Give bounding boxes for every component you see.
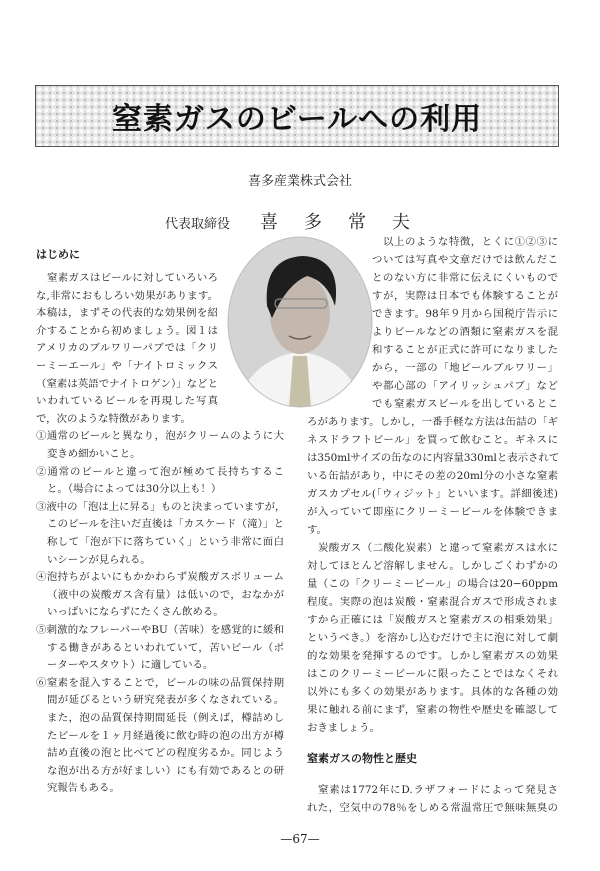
text-line: 炭酸ガス（二酸化炭素）と違って窒素ガスは水に [318,542,558,554]
text-line: 間が延びるという研究発表が多くなされている。 [47,694,284,707]
text-line: よりビールなどの酒類に窒素ガスを混 [372,326,558,338]
text-line: ②通常のビールと違って泡が極めて長持ちするこ [36,465,284,478]
text-line: このビールを注いだ直後は「カスケード（滝）」と [47,518,284,531]
title-banner [35,85,559,147]
text-line: 程度。実際の泡は炭酸・窒素混合ガスで形成されま [307,596,558,608]
text-line: おきましょう。 [307,722,380,734]
text-line: ③液中の「泡は上に昇る」ものと決まっていますが， [36,500,286,513]
text-line: が入っていて即座にクリーミービールを体験できま [307,506,558,518]
author-role: 代表取締役 [165,217,231,232]
text-line: れた，空気中の78％をしめる常温常圧で無味無臭の [307,802,558,814]
text-line: いシーンが見られる。 [47,553,151,566]
text-line: ーミーエール」や「ナイトロミックス [36,360,218,372]
text-line: アメリカのブルワリーパブでは「クリ [36,342,218,355]
text-line: すから正確には「炭酸ガスと窒素ガスの相乗効果」 [307,614,558,626]
text-line: ネスドラフトビール」を買って飲むこと。ギネスに [307,434,558,446]
text-line: ついては写真や文章だけでは飲んだこ [372,254,558,266]
text-line: で，次のような特徴があります。 [36,412,191,425]
text-line: 的な効果を発揮するのです。しかし窒素ガスの効果 [307,650,558,662]
text-line: （窒素は英語でナイトロゲン）」などと [36,377,218,390]
text-line: な,非常におもしろい効果があります。 [36,289,218,302]
section-heading-properties: 窒素ガスの物性と歴史 [307,752,417,765]
text-line: ④泡持ちがよいにもかかわらず炭酸ガスボリューム [36,571,284,584]
text-line: す。 [307,524,327,536]
author-line [165,208,436,234]
text-line: ⑤刺激的なフレーバーやBU（苦味）を感覚的に緩和 [36,624,284,636]
text-line: する働きがあるといわれていて，苦いビール（ポ [47,641,284,654]
text-line: はこのクリーミービールに限ったことではなくそれ [307,668,558,680]
text-line: たビールを１ヶ月経過後に飲む時の泡の出方が樽 [47,729,284,742]
text-line: とのない方に非常に伝えにくいもので [372,272,558,284]
text-line: 果に触れる前にまず，窒素の物性や歴史を確認して [307,704,558,716]
text-line: また，泡の品質保持期間延長（例えば，樽詰めし [47,712,284,724]
text-line: 対してほとんど溶解しません。しかしごくわずかの [307,560,558,572]
text-line: 窒素ガスはビールに対していろいろ [47,272,218,284]
text-line: 本稿は，まずその代表的な効果例を紹 [36,307,218,320]
text-line: ⑥窒素を混入することで，ビールの味の品質保持期 [36,676,284,689]
text-line: いっぱいにならずにたくさん飲める。 [47,606,224,619]
text-line: ガスカプセル(「ウィジット」といいます。詳細後述) [307,488,558,500]
text-line: と。（場合によっては30分以上も！） [47,483,222,496]
text-line: 和することが正式に許可になりました [372,344,558,356]
section-heading-intro: はじめに [36,248,80,261]
text-line: できます。98年９月から国税庁告示に [372,308,558,320]
text-line: でも窒素ガスビールを出しているとこ [372,398,558,410]
text-line: すが，実際は日本でも体験することが [372,290,558,302]
text-line: や都心部の「アイリッシュパブ」など [372,380,558,392]
text-line: というべき。）を溶かし込むだけで主に泡に対して劇 [307,632,558,644]
text-line: 詰め直後の泡と比べてどの程度劣るか。同じよう [47,747,284,760]
text-line: 量（この「クリーミービール」の場合は20−60ppm [307,578,558,590]
text-line: な泡が出る方が好ましい）にも有効であるとの研 [47,764,284,777]
company-name: 喜多産業株式会社 [247,174,352,189]
article-title: 窒素ガスのビールへの利用 [111,102,483,137]
text-line: 称して「泡が下に落ちていく」という非常に面白 [47,536,284,548]
text-line: 窒素は1772年にD.ラザフォードによって発見さ [318,784,558,796]
author-portrait-photo [227,236,373,408]
text-line: ①通常のビールと異なり，泡がクリームのように大 [36,430,284,443]
text-line: （液中の炭酸ガス含有量）は低いので，おなかが [47,588,284,601]
text-line: 以上のような特徴，とくに①②③に [383,236,558,248]
text-line: 究報告もある。 [47,782,120,795]
text-line: 介することから初めましょう。図１は [36,324,218,337]
page-number: —67— [280,832,320,846]
text-line: は350mlサイズの缶なのに内容量330mlと表示されて [307,452,560,464]
text-line: から，一部の「地ビールブルワリー」 [372,362,558,374]
text-line: いる缶詰があり，中にその差の20ml分の小さな窒素 [307,470,558,482]
text-line: ーターやスタウト）に適している。 [47,659,214,672]
text-line: 変きめ細かいこと。 [47,448,141,460]
text-line: 以外にも多くの効果があります。具体的な各種の効 [307,686,558,698]
text-line: ろがあります。しかし，一番手軽な方法は缶詰の「ギ [307,416,558,428]
author-name: 喜多常夫 [260,212,437,233]
text-line: いわれているビールを再現した写真 [36,395,218,408]
